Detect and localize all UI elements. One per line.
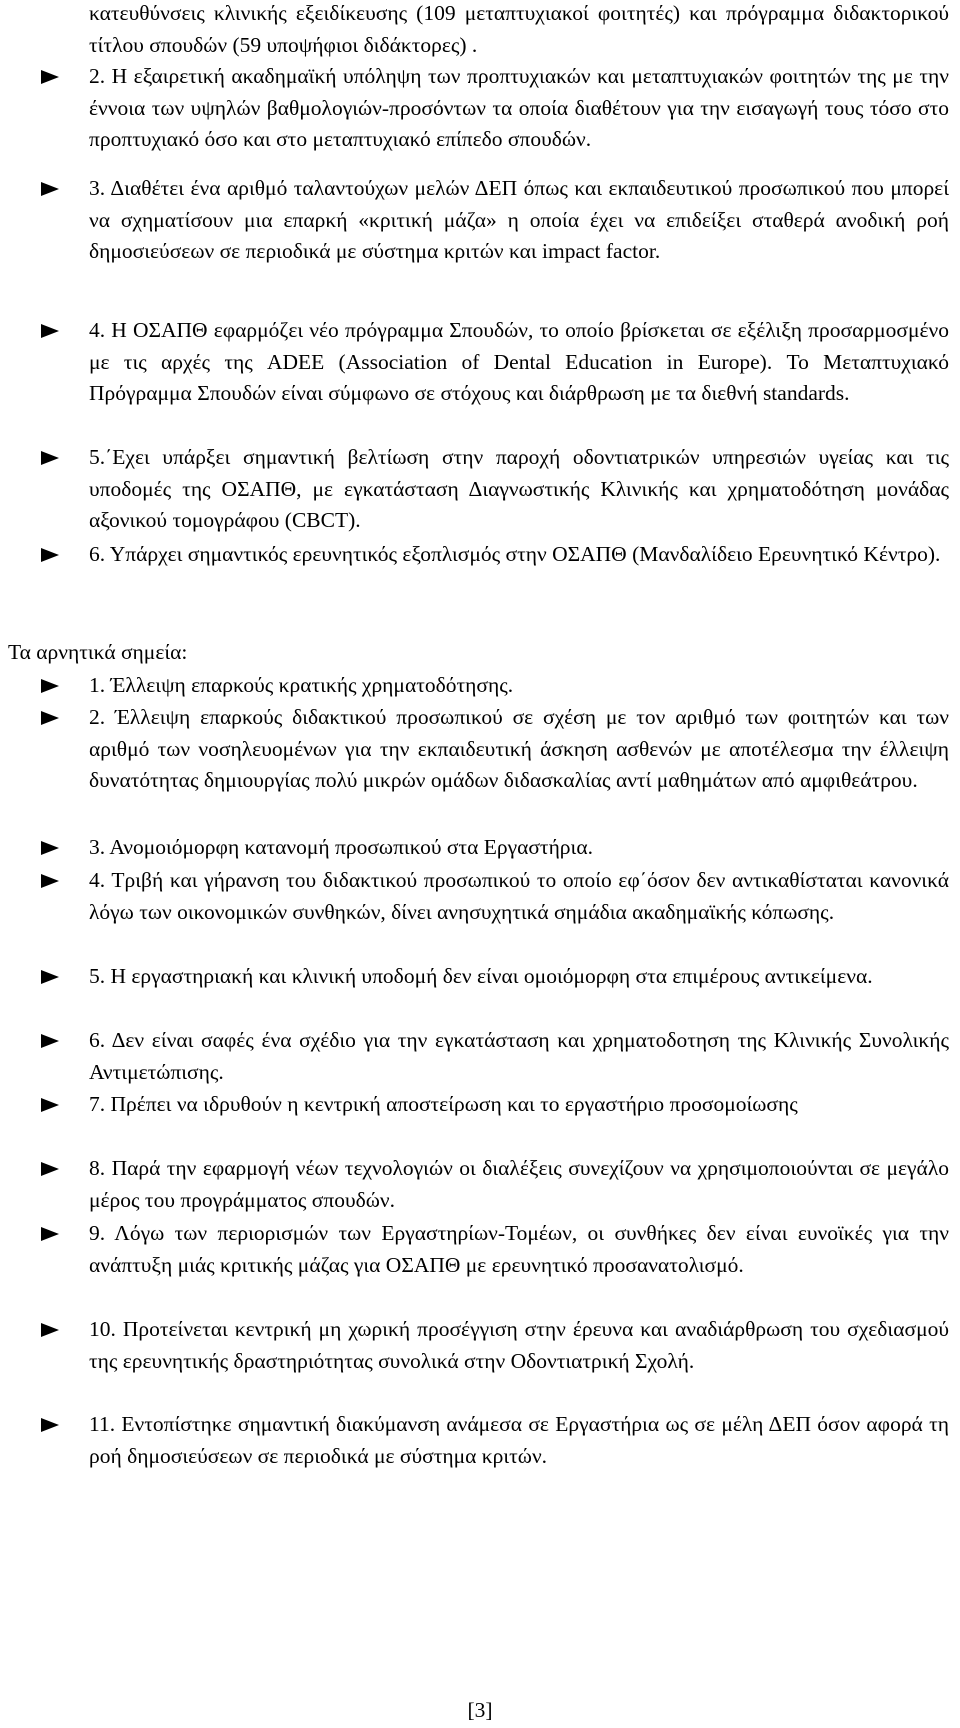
arrow-bullet-icon [40,1218,66,1250]
page-number: [3] [467,1698,493,1722]
list-item-text: 2. Έλλειψη επαρκούς διδακτικού προσωπικού σε σχέση με τον αριθμό των φοιτητών και των αριθμό των νοσηλευομένων για την εκπαιδευτική άσκηση ασθενών με αποτέλεσμα την έλλειψη δυνατότητας δημιουργίας πολύ μικρών ομάδων διδασκαλίας αντί μαθημάτων από αμφιθεάτρου. [89,705,949,792]
arrow-bullet-icon [40,670,66,702]
list-item-text: 3. Διαθέτει ένα αριθμό ταλαντούχων μελών ΔΕΠ όπως και εκπαιδευτικού προσωπικού που μπορεί να σχηματίσουν μια επαρκή «κριτική μάζα» η οποία έχει να επιδείξει σταθερά ανοδική ροή δημοσιεύσεων σε περιοδικά με σύστημα κριτών και impact factor. [89,176,949,263]
list-item [0,702,949,797]
list-item-text: 5. Η εργαστηριακή και κλινική υποδομή δεν είναι ομοιόμορφη στα επιμέρους αντικείμενα. [89,964,873,988]
arrow-bullet-icon [40,1025,66,1057]
list-item-text: 8. Παρά την εφαρμογή νέων τεχνολογιών οι διαλέξεις συνεχίζουν να χρησιμοποιούνται σε μεγάλο μέρος του προγράμματος σπουδών. [89,1156,949,1212]
list-item-text: 6. Υπάρχει σημαντικός ερευνητικός εξοπλισμός στην ΟΣΑΠΘ (Μανδαλίδειο Ερευνητικό Κέντρο). [89,542,941,566]
negative-list-item-9 [0,1218,960,1281]
arrow-bullet-icon [40,961,66,993]
arrow-bullet-icon [40,1314,66,1346]
list-item [0,832,949,864]
positive-list [0,61,960,156]
list-item [0,173,949,268]
continuation-text-block [0,0,949,61]
list-item-text: 3. Ανομοιόμορφη κατανομή προσωπικού στα Εργαστήρια. [89,835,593,859]
continuation-paragraph [0,0,960,61]
positive-list-item-3 [0,173,960,268]
list-item [0,865,949,928]
list-item [0,1218,949,1281]
negative-list-item-3 [0,832,960,864]
list-item-text: 7. Πρέπει να ιδρυθούν η κεντρική αποστείρωση και το εργαστήριο προσομοίωσης [89,1092,798,1116]
negative-list-item-2 [0,702,960,797]
list-item [0,315,949,410]
arrow-bullet-icon [40,1153,66,1185]
list-item [0,442,949,537]
arrow-bullet-icon [40,1089,66,1121]
list-item-text: 5.΄Εχει υπάρξει σημαντική βελτίωση στην παροχή οδοντιατρικών υπηρεσιών υγείας και τις υποδομές της ΟΣΑΠΘ, με εγκατάσταση Διαγνωστικής Κλινικής και χρηματοδότηση μονάδας αξονικού τομογράφου (CBCT). [89,445,949,532]
negative-list-item-7 [0,1089,960,1121]
list-item-text: 4. Τριβή και γήρανση του διδακτικού προσωπικού το οποίο εφ΄όσον δεν αντικαθίσταται κανονικά λόγω των οικονομικών συνθηκών, δίνει ανησυχητικά σημάδια ακαδημαϊκής κόπωσης. [89,868,949,924]
list-item-text: 4. Η ΟΣΑΠΘ εφαρμόζει νέο πρόγραμμα Σπουδών, το οποίο βρίσκεται σε εξέλιξη προσαρμοσμένο με τις αρχές της ADEE (Association of Dental Education in Europe). Το Μεταπτυχιακό Πρόγραμμα Σπουδών είναι σύμφωνο σε στόχους και διάρθρωση με τα διεθνή standards. [89,318,949,405]
arrow-bullet-icon [40,315,66,347]
list-item [0,1025,949,1088]
positive-list-item-4 [0,315,960,410]
negative-list-item-10 [0,1314,960,1377]
list-item [0,1314,949,1377]
list-item-text: 9. Λόγω των περιορισμών των Εργαστηρίων-Τομέων, οι συνθήκες δεν είναι ευνοϊκές για την ανάπτυξη μιάς κριτικής μάζας για ΟΣΑΠΘ με ερευνητικό προσανατολισμό. [89,1221,949,1277]
positive-list-item-6 [0,539,960,571]
list-item-text: 1. Έλλειψη επαρκούς κρατικής χρηματοδότησης. [89,673,514,697]
arrow-bullet-icon [40,832,66,864]
continuation-text: κατευθύνσεις κλινικής εξειδίκευσης (109 μεταπτυχιακοί φοιτητές) και πρόγραμμα διδακτορικού τίτλου σπουδών (59 υποψήφιοι διδάκτορες) . [89,1,949,57]
list-item [0,1089,949,1121]
negative-list-item-6 [0,1025,960,1088]
negative-list-item-11 [0,1409,960,1472]
list-item-text: 6. Δεν είναι σαφές ένα σχέδιο για την εγκατάσταση και χρηματοδοτηση της Κλινικής Συνολικής Αντιμετώπισης. [89,1028,949,1084]
negative-list-item-5 [0,961,960,993]
arrow-bullet-icon [40,702,66,734]
list-item-text: 2. Η εξαιρετική ακαδημαϊκή υπόληψη των προπτυχιακών και μεταπτυχιακών φοιτητών της με την έννοια των υψηλών βαθμολογιών-προσόντων τα οποία διαθέτουν για την εισαγωγή τους τόσο στο προπτυχιακό όσο και στο μεταπτυχιακό επίπεδο σπουδών. [89,64,949,151]
positive-list-item-5 [0,442,960,537]
arrow-bullet-icon [40,539,66,571]
arrow-bullet-icon [40,61,66,93]
arrow-bullet-icon [40,442,66,474]
negatives-heading: Τα αρνητικά σημεία: [8,640,188,664]
list-item [0,961,949,993]
list-item [0,61,949,156]
list-item-text: 11. Εντοπίστηκε σημαντική διακύμανση ανάμεσα σε Εργαστήρια ως σε μέλη ΔΕΠ όσον αφορά τη ροή δημοσιεύσεων σε περιοδικά με σύστημα κριτών. [89,1412,949,1468]
arrow-bullet-icon [40,865,66,897]
arrow-bullet-icon [40,173,66,205]
negative-list-item-8 [0,1153,960,1216]
list-item [0,670,949,702]
list-item [0,1409,949,1472]
list-item [0,539,949,571]
negative-list-item-4 [0,865,960,928]
arrow-bullet-icon [40,1409,66,1441]
negative-list-item-1 [0,670,960,702]
list-item [0,1153,949,1216]
list-item-text: 10. Προτείνεται κεντρική μη χωρική προσέγγιση στην έρευνα και αναδιάρθρωση του σχεδιασμού της ερευνητικής δραστηριότητας συνολικά στην Οδοντιατρική Σχολή. [89,1317,949,1373]
